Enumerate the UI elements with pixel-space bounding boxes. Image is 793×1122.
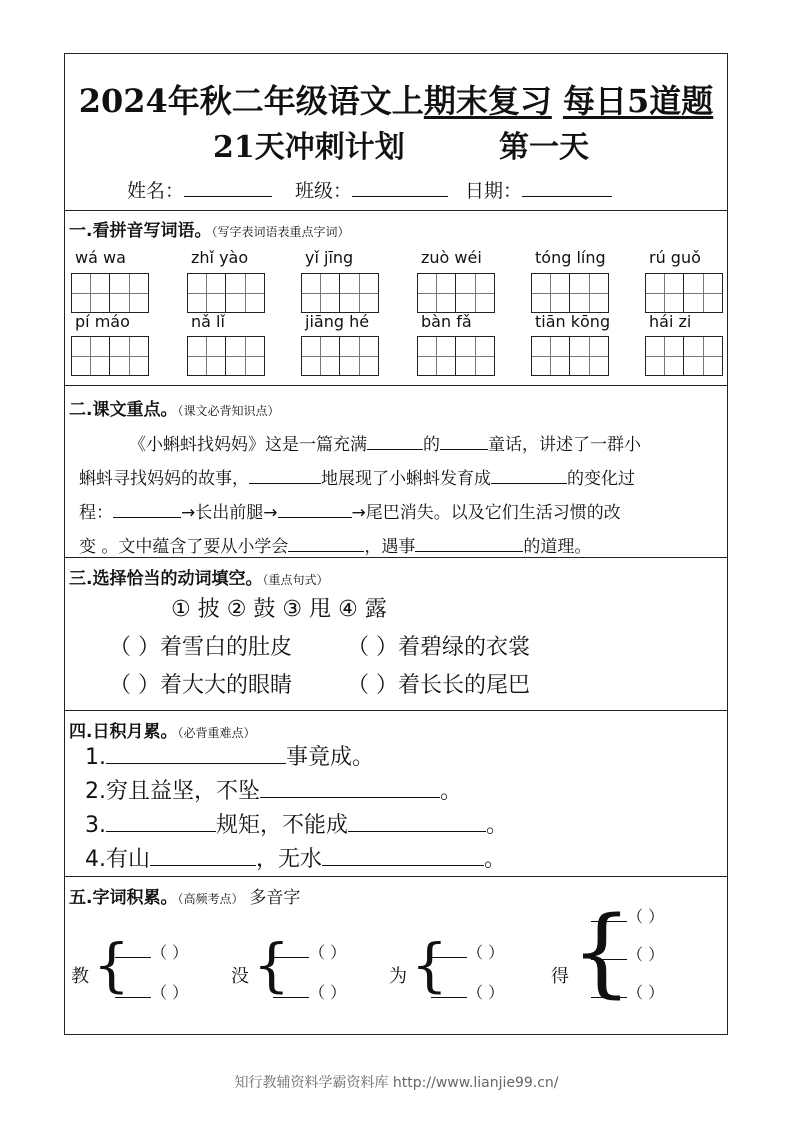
brace-icon: { <box>93 931 130 999</box>
tianzige-cell[interactable] <box>110 274 148 312</box>
section4-title: 四.日积月累。（必背重难点） <box>69 722 256 742</box>
writing-grid[interactable] <box>301 273 379 313</box>
tianzige-cell[interactable] <box>302 337 340 375</box>
polyphone-char: 没 <box>231 966 249 987</box>
tianzige-cell[interactable] <box>532 274 570 312</box>
polyphone-line: （ ） <box>273 940 346 963</box>
writing-grid[interactable] <box>645 273 723 313</box>
tianzige-cell[interactable] <box>226 274 264 312</box>
brace-icon: { <box>411 931 448 999</box>
day-label: 第一天 <box>499 130 589 165</box>
divider <box>65 710 727 711</box>
writing-grid[interactable] <box>531 336 609 376</box>
plan-subtitle: 21天冲刺计划 <box>213 130 405 165</box>
brace-icon: { <box>571 896 633 1008</box>
tianzige-cell[interactable] <box>72 337 110 375</box>
tianzige-cell[interactable] <box>684 337 722 375</box>
tianzige-cell[interactable] <box>110 337 148 375</box>
idiom-line-2: 2.穷且益坚，不坠 。 <box>85 774 462 805</box>
section2-title: 二.课文重点。（课文必背知识点） <box>69 400 280 420</box>
tianzige-cell[interactable] <box>456 274 494 312</box>
pinyin-label: jiāng hé <box>305 312 370 331</box>
blank-item: （ ）着大大的眼睛 <box>109 673 292 698</box>
section1-title: 一.看拼音写词语。（写字表词语表重点字词） <box>69 221 350 241</box>
blank-item: （ ）着碧绿的衣裳 <box>347 635 530 660</box>
pinyin-label: zhǐ yào <box>191 248 249 267</box>
tianzige-cell[interactable] <box>684 274 722 312</box>
pinyin-label: rú guǒ <box>649 248 701 267</box>
section3-title: 三.选择恰当的动词填空。（重点句式） <box>69 569 329 589</box>
section2-paragraph: 《小蝌蚪找妈妈》这是一篇充满 的 童话，讲述了一群小 蝌蚪寻找妈妈的故事， 地展现了小蝌蚪发育成 的变化过 程： →长出前腿→ →尾巴消失。以及它们生活习惯的改 变 。文中蕴含了要从小学会 ，遇事 的道理。 <box>79 435 641 557</box>
writing-grid[interactable] <box>645 336 723 376</box>
polyphone-line: （ ） <box>431 980 504 1003</box>
polyphone-char: 得 <box>551 966 569 987</box>
blank-item: （ ）着雪白的肚皮 <box>109 635 292 660</box>
footer-watermark: 知行教辅资料学霸资料库 http://www.lianjie99.cn/ <box>234 1075 559 1091</box>
pinyin-label: hái zi <box>649 312 692 331</box>
tianzige-cell[interactable] <box>188 274 226 312</box>
writing-grid[interactable] <box>187 273 265 313</box>
pinyin-label: zuò wéi <box>421 248 482 267</box>
divider <box>65 210 727 211</box>
tianzige-cell[interactable] <box>418 274 456 312</box>
tianzige-cell[interactable] <box>72 274 110 312</box>
polyphone-line: （ ） <box>115 980 188 1003</box>
tianzige-cell[interactable] <box>418 337 456 375</box>
brace-icon: { <box>253 931 290 999</box>
date-field[interactable]: 日期： <box>465 176 612 203</box>
pinyin-label: pí máo <box>75 312 130 331</box>
blank-item: （ ）着长长的尾巴 <box>347 673 530 698</box>
worksheet <box>64 53 728 1035</box>
section5-title: 五.字词积累。（高频考点） 多音字 <box>69 888 301 908</box>
polyphone-line: （ ） <box>273 980 346 1003</box>
pinyin-label: tóng líng <box>535 248 606 267</box>
tianzige-cell[interactable] <box>340 274 378 312</box>
divider <box>65 385 727 386</box>
polyphone-line: （ ） <box>591 980 664 1003</box>
idiom-line-4: 4.有山 ，无水 。 <box>85 842 506 873</box>
writing-grid[interactable] <box>531 273 609 313</box>
pinyin-label: bàn fǎ <box>421 312 472 331</box>
idiom-line-3: 3. 规矩，不能成 。 <box>85 808 508 839</box>
worksheet-title: 2024年秋二年级语文上期末复习 每日5道题 <box>78 82 714 120</box>
writing-grid[interactable] <box>417 336 495 376</box>
tianzige-cell[interactable] <box>302 274 340 312</box>
class-field[interactable]: 班级： <box>295 176 448 203</box>
tianzige-cell[interactable] <box>532 337 570 375</box>
tianzige-cell[interactable] <box>570 274 608 312</box>
tianzige-cell[interactable] <box>188 337 226 375</box>
tianzige-cell[interactable] <box>226 337 264 375</box>
divider <box>65 557 727 558</box>
tianzige-cell[interactable] <box>646 274 684 312</box>
polyphone-line: （ ） <box>115 940 188 963</box>
idiom-line-1: 1. 事竟成。 <box>85 740 374 771</box>
writing-grid[interactable] <box>71 273 149 313</box>
verb-options: ① 披 ② 鼓 ③ 甩 ④ 露 <box>171 597 387 622</box>
writing-grid[interactable] <box>417 273 495 313</box>
polyphone-char: 教 <box>71 966 89 987</box>
name-field[interactable]: 姓名： <box>127 176 272 203</box>
pinyin-label: yǐ jīng <box>305 248 354 267</box>
pinyin-label: tiān kōng <box>535 312 611 331</box>
writing-grid[interactable] <box>187 336 265 376</box>
tianzige-cell[interactable] <box>340 337 378 375</box>
writing-grid[interactable] <box>71 336 149 376</box>
tianzige-cell[interactable] <box>570 337 608 375</box>
pinyin-label: wá wa <box>75 248 126 267</box>
polyphone-line: （ ） <box>591 942 664 965</box>
tianzige-cell[interactable] <box>456 337 494 375</box>
polyphone-line: （ ） <box>431 940 504 963</box>
polyphone-char: 为 <box>389 966 407 987</box>
divider <box>65 876 727 877</box>
polyphone-line: （ ） <box>591 904 664 927</box>
tianzige-cell[interactable] <box>646 337 684 375</box>
pinyin-label: nǎ lǐ <box>191 312 225 331</box>
writing-grid[interactable] <box>301 336 379 376</box>
